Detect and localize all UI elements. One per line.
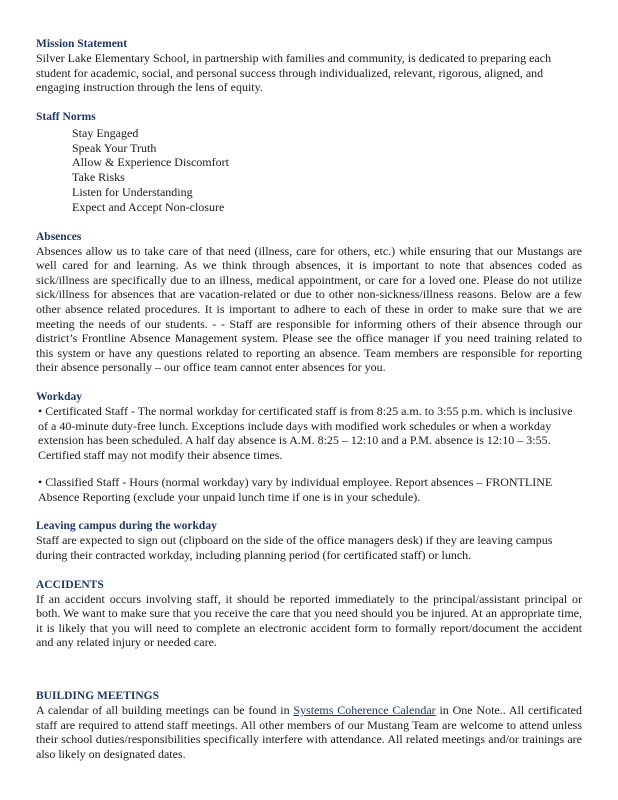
norm-item: Take Risks bbox=[72, 170, 125, 185]
building-meetings-section bbox=[36, 689, 582, 761]
absences-heading: Absences bbox=[36, 230, 82, 243]
workday-section bbox=[36, 390, 582, 505]
leaving-campus-heading: Leaving campus during the workday bbox=[36, 520, 217, 533]
leaving-campus-section bbox=[36, 519, 582, 562]
systems-coherence-calendar-link[interactable]: Systems Coherence Calendar bbox=[293, 703, 436, 718]
norm-item: Stay Engaged bbox=[72, 125, 139, 140]
building-meetings-text: A calendar of all building meetings can be found in Systems Coherence Calendar in One Note.. All certificated staff are required to attend staff meetings. All other members of our Mustang Team are welcome to attend unless their school duties/responsibilities specifically interfere with attendance. All related meetings and/or trainings are also likely on designated dates. bbox=[36, 703, 582, 761]
absences-text: Absences allow us to take care of that need (illness, care for others, etc.) while ensuring that our Mustangs are well cared for and learning. As we think through absences, it is important to note that absences coded as sick/illness are specifically due to an illness, medical appointment, or care for a loved one. Please do not utilize sick/illness for absences that are vacation-related or due to other non-sickness/illness reasons. Below are a few other absence related procedures. It is important to adhere to each of these in order to make sure that we are meeting the needs of our students. - - Staff are responsible for informing others of their absence through our district’s Frontline Absence Management system. Please see the office manager if you need training related to this system or have any questions related to reporting an absence. Team members are responsible for reporting their absence personally – our office team cannot enter absences for you. bbox=[36, 243, 582, 375]
norm-item: Speak Your Truth bbox=[72, 140, 157, 155]
mission-heading: Mission Statement bbox=[36, 38, 128, 50]
norm-item: Allow & Experience Discomfort bbox=[72, 155, 229, 170]
accidents-section bbox=[36, 578, 582, 650]
document-page bbox=[36, 37, 582, 776]
absences-section bbox=[36, 230, 582, 375]
mission-section bbox=[36, 37, 582, 95]
norm-item: Listen for Understanding bbox=[72, 184, 193, 199]
leaving-campus-text: Staff are expected to sign out (clipboard on the side of the office managers desk) if they are leaving campus during their contracted workday, including planning period (for certificated staff) or lunch. bbox=[36, 533, 553, 563]
mission-text: Silver Lake Elementary School, in partnership with families and community, is dedicated to preparing each student for academic, social, and personal success through individualized, relevant, rigorous, aligned, and engaging instruction through the lens of equity. bbox=[36, 51, 552, 95]
accidents-heading: ACCIDENTS bbox=[36, 578, 104, 591]
building-meetings-heading: BUILDING MEETINGS bbox=[36, 690, 160, 703]
staff-norms-list bbox=[36, 126, 582, 215]
accidents-text: If an accident occurs involving staff, it should be reported immediately to the principal/assistant principal or both. We want to make sure that you receive the care that you need should you be injured. At an appropriate time, it is likely that you will need to complete an electronic accident form to formally report/document the accident and any related injury or needed care. bbox=[36, 591, 582, 650]
workday-classified: • Classified Staff - Hours (normal workday) vary by individual employee. Report absences – FRONTLINE Absence Reporting (exclude your unpaid lunch time if one is in your schedule). bbox=[38, 475, 553, 504]
staff-norms-heading: Staff Norms bbox=[36, 110, 96, 123]
workday-certificated: • Certificated Staff - The normal workday for certificated staff is from 8:25 a.m. to 3:55 p.m. which is inclusive of a 40-minute duty-free lunch. Exceptions include days with modified work schedules or when a workday extension has been scheduled. A half day absence is A.M. 8:25 – 12:10 and a P.M. absence is 12:10 – 3:55. Certified staff may not modify their absence times. bbox=[38, 403, 573, 462]
workday-heading: Workday bbox=[36, 390, 83, 403]
norm-item: Expect and Accept Non-closure bbox=[72, 199, 225, 214]
staff-norms-section bbox=[36, 110, 582, 215]
